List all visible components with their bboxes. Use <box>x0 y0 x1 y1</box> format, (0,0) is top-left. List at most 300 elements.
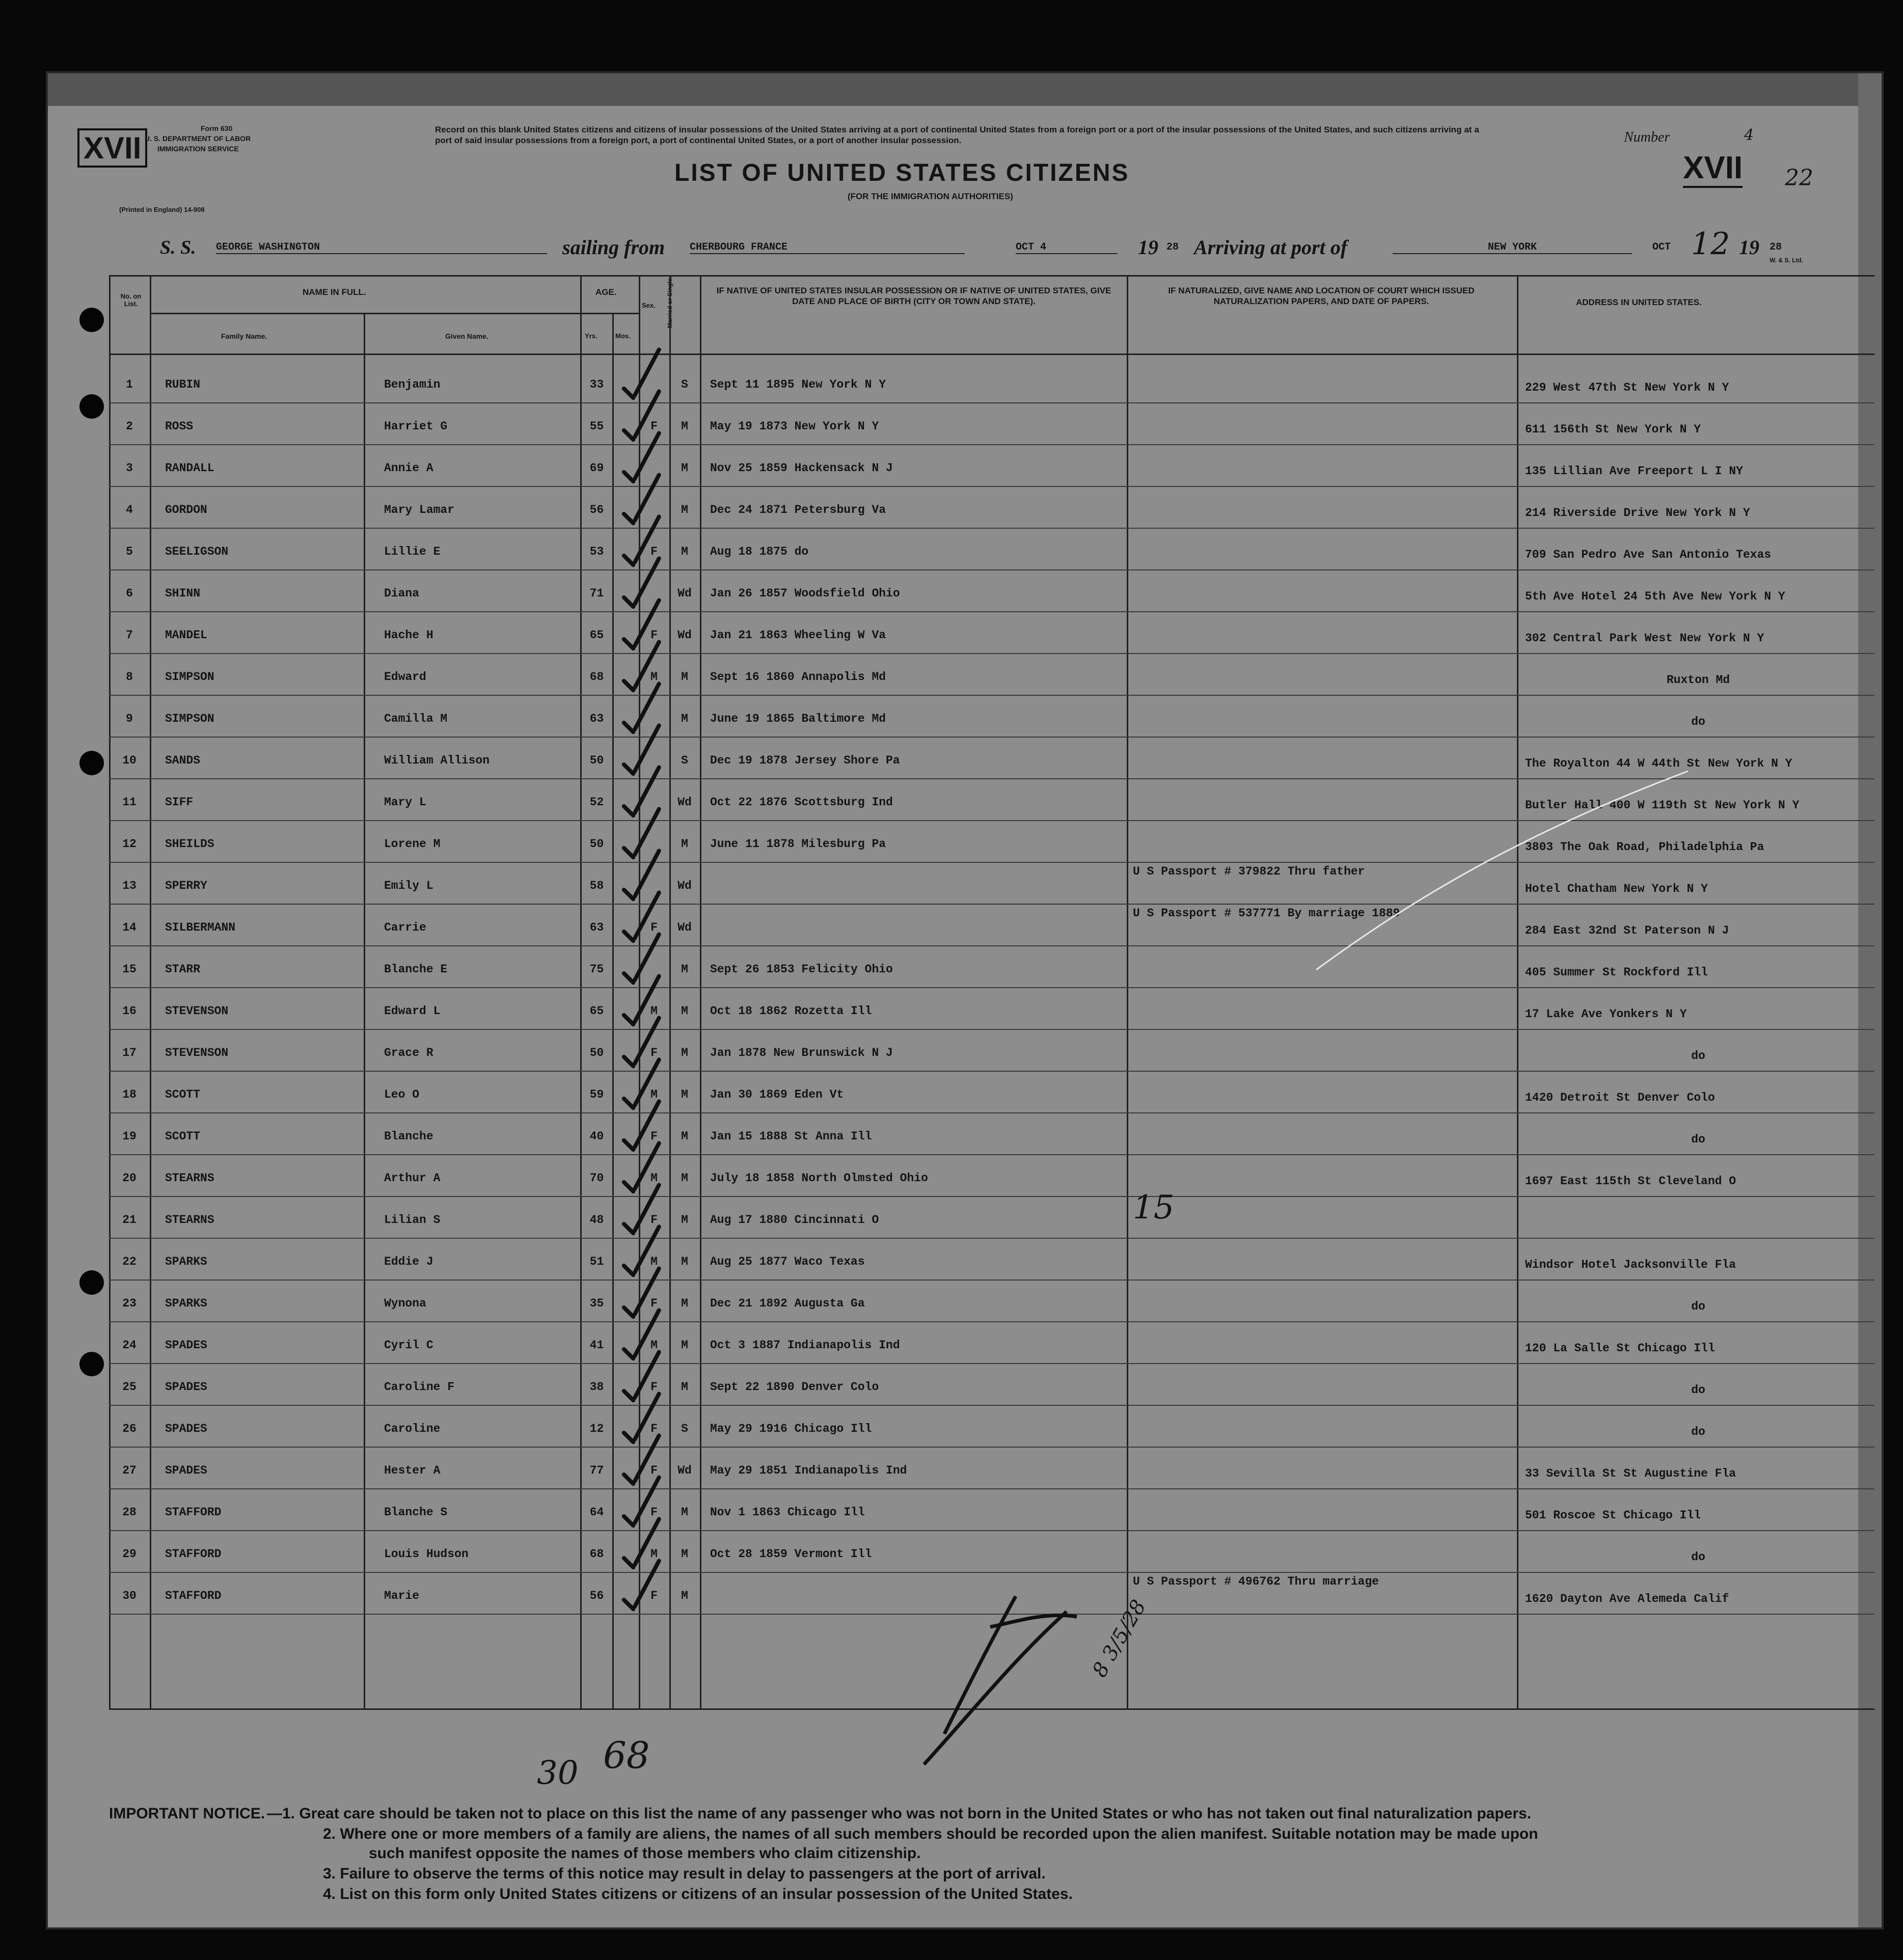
birth-info: Dec 24 1871 Petersburg Va <box>710 503 886 516</box>
roman-right: XVII <box>1683 150 1743 188</box>
row-number: 4 <box>126 503 133 516</box>
row-number: 16 <box>122 1004 137 1018</box>
sub-header-rule <box>150 313 639 314</box>
address: 17 Lake Ave Yonkers N Y <box>1525 1008 1687 1021</box>
age-years: 51 <box>589 1255 604 1268</box>
marital-status: M <box>681 837 688 851</box>
col-divider <box>639 275 640 1709</box>
age-years: 33 <box>589 378 604 391</box>
sex: F <box>650 1422 658 1435</box>
row-number: 18 <box>122 1088 137 1101</box>
col-address: ADDRESS IN UNITED STATES. <box>1576 297 1702 307</box>
given-name: Mary Lamar <box>384 503 455 516</box>
row-number: 12 <box>122 837 137 851</box>
marital-status: M <box>681 963 688 976</box>
binder-hole <box>79 394 104 419</box>
hand-note-30: 30 <box>537 1754 579 1792</box>
arrive-month: OCT <box>1652 241 1671 253</box>
age-years: 68 <box>589 670 604 684</box>
marital-status: M <box>681 712 688 725</box>
sail-date: OCT 4 <box>1016 241 1118 254</box>
address: 135 Lillian Ave Freeport L I NY <box>1525 465 1743 478</box>
birth-info: July 18 1858 North Olmsted Ohio <box>710 1172 928 1185</box>
notice-line-2: 2. Where one or more members of a family are aliens, the names of all such members should be recorded upon the alien manifest. Suitable notation may be made upon <box>323 1826 1538 1842</box>
notice-line-4: 4. List on this form only United States citizens or citizens of an insular possession of the United States. <box>323 1886 1073 1902</box>
marital-status: M <box>681 503 688 516</box>
age-years: 40 <box>589 1130 604 1143</box>
row-number: 5 <box>126 545 133 558</box>
sailing-label: sailing from <box>562 236 665 259</box>
age-years: 41 <box>589 1339 604 1352</box>
given-name: Cyril C <box>384 1339 433 1352</box>
sex: M <box>650 1004 658 1018</box>
marital-status: M <box>681 545 688 558</box>
marital-status: M <box>681 1255 688 1268</box>
address: 33 Sevilla St St Augustine Fla <box>1525 1467 1736 1480</box>
birth-info: June 19 1865 Baltimore Md <box>710 712 886 725</box>
row-number: 26 <box>122 1422 137 1435</box>
row-number: 3 <box>126 461 133 475</box>
marital-status: M <box>681 1130 688 1143</box>
age-years: 53 <box>589 545 604 558</box>
family-name: SPARKS <box>165 1255 207 1268</box>
binder-hole <box>79 1352 104 1376</box>
signature-mark <box>914 1581 1097 1775</box>
birth-info: Jan 21 1863 Wheeling W Va <box>710 629 886 642</box>
stray-scratch <box>1311 766 1698 980</box>
hand-initials: 8 3/5/28 <box>1088 1596 1151 1681</box>
given-name: Lilian S <box>384 1213 441 1227</box>
address: Butler Hall 400 W 119th St New York N Y <box>1525 799 1800 812</box>
birth-info: Dec 19 1878 Jersey Shore Pa <box>710 754 900 767</box>
sex: F <box>650 1046 658 1059</box>
col-divider <box>1517 275 1518 1709</box>
sex: F <box>650 921 658 934</box>
age-years: 75 <box>589 963 604 976</box>
family-name: SCOTT <box>165 1088 201 1101</box>
birth-info: Dec 21 1892 Augusta Ga <box>710 1297 865 1310</box>
given-name: William Allison <box>384 754 490 767</box>
marital-status: S <box>681 1422 688 1435</box>
notice-line-1: —1. Great care should be taken not to place on this list the name of any passenger who was not born in the United States or who has not taken out final naturalization papers. <box>267 1805 1532 1822</box>
address: 3803 The Oak Road, Philadelphia Pa <box>1525 840 1764 854</box>
given-name: Lorene M <box>384 837 441 851</box>
col-no: No. on List. <box>120 292 142 308</box>
sex: F <box>650 1213 658 1227</box>
marital-status: M <box>681 1506 688 1519</box>
row-rule <box>109 1238 1874 1239</box>
department: U. S. DEPARTMENT OF LABOR <box>145 134 251 143</box>
birth-info: Nov 25 1859 Hackensack N J <box>710 461 893 475</box>
number-label: Number <box>1624 129 1670 145</box>
row-rule <box>109 987 1874 988</box>
col-divider <box>109 275 111 1709</box>
marital-status: M <box>681 1589 688 1602</box>
row-number: 9 <box>126 712 133 725</box>
birth-info: Oct 3 1887 Indianapolis Ind <box>710 1339 900 1352</box>
given-name: Leo O <box>384 1088 420 1101</box>
age-years: 48 <box>589 1213 604 1227</box>
given-name: Annie A <box>384 461 433 475</box>
right-edge <box>1858 73 1882 1927</box>
row-rule <box>109 1029 1874 1030</box>
address: 1697 East 115th St Cleveland O <box>1525 1175 1736 1188</box>
col-given-name: Given Name. <box>445 332 488 340</box>
row-number: 30 <box>122 1589 137 1602</box>
given-name: Blanche E <box>384 963 448 976</box>
birth-info: Oct 28 1859 Vermont Ill <box>710 1547 872 1561</box>
col-married: Married or Single. <box>666 276 673 328</box>
address: Windsor Hotel Jacksonville Fla <box>1525 1258 1736 1271</box>
marital-status: Wd <box>677 587 692 600</box>
age-years: 63 <box>589 921 604 934</box>
naturalization-info: U S Passport # 537771 By marriage 1889 <box>1133 907 1400 920</box>
col-divider <box>150 275 151 1709</box>
row-rule <box>109 1572 1874 1573</box>
printed-note: (Printed in England) 14-908 <box>119 206 205 213</box>
sex: F <box>650 1380 658 1394</box>
family-name: ROSS <box>165 420 194 433</box>
address: 1420 Detroit St Denver Colo <box>1525 1091 1715 1104</box>
row-rule <box>109 653 1874 654</box>
given-name: Carrie <box>384 921 426 934</box>
address: do <box>1691 1049 1705 1063</box>
marital-status: Wd <box>677 1464 692 1477</box>
address: do <box>1691 715 1705 728</box>
manifest-sheet <box>46 71 1884 1929</box>
row-number: 13 <box>122 879 137 892</box>
row-number: 10 <box>122 754 137 767</box>
form-number: Form 630 <box>201 124 233 132</box>
row-rule <box>109 1154 1874 1155</box>
row-rule <box>109 402 1874 403</box>
given-name: Edward <box>384 670 426 684</box>
given-name: Hester A <box>384 1464 441 1477</box>
arrive-port: NEW YORK <box>1393 241 1632 254</box>
given-name: Eddie J <box>384 1255 433 1268</box>
age-years: 50 <box>589 837 604 851</box>
col-age: AGE. <box>595 287 617 297</box>
age-years: 68 <box>589 1547 604 1561</box>
row-rule <box>109 444 1874 445</box>
marital-status: Wd <box>677 629 692 642</box>
age-years: 77 <box>589 1464 604 1477</box>
row-rule <box>109 1488 1874 1489</box>
row-number: 1 <box>126 378 133 391</box>
family-name: SHEILDS <box>165 837 214 851</box>
row-rule <box>109 1196 1874 1197</box>
sex: F <box>650 1130 658 1143</box>
row-number: 22 <box>122 1255 137 1268</box>
age-years: 71 <box>589 587 604 600</box>
given-name: Blanche S <box>384 1506 448 1519</box>
address: do <box>1691 1550 1705 1564</box>
sex: F <box>650 1464 658 1477</box>
row-number: 8 <box>126 670 133 684</box>
binder-hole <box>79 308 104 332</box>
row-number: 20 <box>122 1172 137 1185</box>
birth-info: Jan 26 1857 Woodsfield Ohio <box>710 587 900 600</box>
row-rule <box>109 611 1874 612</box>
address: 405 Summer St Rockford Ill <box>1525 966 1708 979</box>
col-divider <box>700 275 701 1709</box>
marital-status: M <box>681 420 688 433</box>
family-name: GORDON <box>165 503 207 516</box>
row-rule <box>109 486 1874 487</box>
given-name: Camilla M <box>384 712 448 725</box>
row-number: 27 <box>122 1464 137 1477</box>
row-number: 2 <box>126 420 133 433</box>
arrive-day: 12 <box>1691 226 1730 262</box>
address: 5th Ave Hotel 24 5th Ave New York N Y <box>1525 590 1785 603</box>
sex: F <box>650 420 658 433</box>
age-years: 64 <box>589 1506 604 1519</box>
row-rule <box>109 528 1874 529</box>
row-number: 6 <box>126 587 133 600</box>
sex: F <box>650 1506 658 1519</box>
given-name: Emily L <box>384 879 433 892</box>
row-rule <box>109 1112 1874 1113</box>
sex: M <box>650 1547 658 1561</box>
table-top-rule <box>109 275 1874 277</box>
birth-info: Sept 16 1860 Annapolis Md <box>710 670 886 684</box>
family-name: STEARNS <box>165 1213 214 1227</box>
given-name: Mary L <box>384 796 426 809</box>
family-name: STARR <box>165 963 201 976</box>
number-value: 4 <box>1744 126 1754 144</box>
address: 229 West 47th St New York N Y <box>1525 381 1729 394</box>
naturalization-info: U S Passport # 379822 Thru father <box>1133 865 1365 878</box>
row-number: 21 <box>122 1213 137 1227</box>
age-years: 65 <box>589 629 604 642</box>
family-name: STAFFORD <box>165 1589 222 1602</box>
arrive-year-prefix: 19 <box>1739 236 1759 259</box>
given-name: Arthur A <box>384 1172 441 1185</box>
col-birth: IF NATIVE OF UNITED STATES INSULAR POSSESSION OR IF NATIVE OF UNITED STATES, GIVE DATE AND PLACE OF BIRTH (CITY OR TOWN AND STATE). <box>716 286 1111 306</box>
marital-status: Wd <box>677 921 692 934</box>
age-years: 50 <box>589 754 604 767</box>
marital-status: M <box>681 1004 688 1018</box>
marital-status: M <box>681 1088 688 1101</box>
birth-info: May 29 1851 Indianapolis Ind <box>710 1464 907 1477</box>
address: Hotel Chatham New York N Y <box>1525 882 1708 895</box>
family-name: STEVENSON <box>165 1004 229 1018</box>
birth-info: Oct 22 1876 Scottsburg Ind <box>710 796 893 809</box>
row-rule <box>109 569 1874 570</box>
given-name: Blanche <box>384 1130 433 1143</box>
col-yrs: Yrs. <box>585 332 597 340</box>
row-number: 29 <box>122 1547 137 1561</box>
family-name: RUBIN <box>165 378 201 391</box>
family-name: SANDS <box>165 754 201 767</box>
marital-status: M <box>681 461 688 475</box>
given-name: Harriet G <box>384 420 448 433</box>
address: do <box>1691 1425 1705 1438</box>
family-name: SPERRY <box>165 879 207 892</box>
row-rule <box>109 1405 1874 1406</box>
notice-line-3: 3. Failure to observe the terms of this notice may result in delay to passengers at the port of arrival. <box>323 1865 1046 1882</box>
family-name: SEELIGSON <box>165 545 229 558</box>
row-number: 15 <box>122 963 137 976</box>
marital-status: S <box>681 378 688 391</box>
service: IMMIGRATION SERVICE <box>157 145 239 153</box>
sail-year: 28 <box>1166 241 1179 253</box>
address: 1620 Dayton Ave Alemeda Calif <box>1525 1592 1729 1605</box>
row-number: 7 <box>126 629 133 642</box>
age-years: 63 <box>589 712 604 725</box>
age-years: 56 <box>589 503 604 516</box>
row-number: 19 <box>122 1130 137 1143</box>
family-name: SCOTT <box>165 1130 201 1143</box>
from-port: CHERBOURG FRANCE <box>690 241 965 254</box>
row-rule <box>109 1530 1874 1531</box>
naturalization-info: U S Passport # 496762 Thru marriage <box>1133 1575 1379 1588</box>
address: 611 156th St New York N Y <box>1525 423 1701 436</box>
row-number: 23 <box>122 1297 137 1310</box>
marital-status: M <box>681 1213 688 1227</box>
address: do <box>1691 1383 1705 1397</box>
family-name: SPADES <box>165 1339 207 1352</box>
address: 120 La Salle St Chicago Ill <box>1525 1342 1715 1355</box>
address: The Royalton 44 W 44th St New York N Y <box>1525 757 1792 770</box>
age-years: 38 <box>589 1380 604 1394</box>
corner-number: 22 <box>1785 165 1813 191</box>
address: 284 East 32nd St Paterson N J <box>1525 924 1729 937</box>
birth-info: Aug 25 1877 Waco Texas <box>710 1255 865 1268</box>
row-rule <box>109 1280 1874 1281</box>
family-name: SPADES <box>165 1380 207 1394</box>
age-years: 50 <box>589 1046 604 1059</box>
row-rule <box>109 1071 1874 1072</box>
given-name: Diana <box>384 587 420 600</box>
marital-status: M <box>681 670 688 684</box>
age-years: 58 <box>589 879 604 892</box>
birth-info: Sept 22 1890 Denver Colo <box>710 1380 879 1394</box>
age-years: 69 <box>589 461 604 475</box>
sex: M <box>650 1255 658 1268</box>
family-name: SPARKS <box>165 1297 207 1310</box>
family-name: STAFFORD <box>165 1547 222 1561</box>
row-rule <box>109 695 1874 696</box>
birth-info: Jan 1878 New Brunswick N J <box>710 1046 893 1059</box>
marital-status: M <box>681 1046 688 1059</box>
row-number: 17 <box>122 1046 137 1059</box>
family-name: STAFFORD <box>165 1506 222 1519</box>
roman-left: XVII <box>77 128 147 168</box>
given-name: Lillie E <box>384 545 441 558</box>
header-bottom-rule <box>109 353 1874 355</box>
top-edge <box>48 73 1882 106</box>
sail-year-prefix: 19 <box>1138 236 1158 259</box>
marital-status: M <box>681 1172 688 1185</box>
row-rule <box>109 1321 1874 1322</box>
birth-info: Oct 18 1862 Rozetta Ill <box>710 1004 872 1018</box>
family-name: RANDALL <box>165 461 214 475</box>
address: 214 Riverside Drive New York N Y <box>1525 506 1750 520</box>
family-name: SPADES <box>165 1464 207 1477</box>
address: 501 Roscoe St Chicago Ill <box>1525 1509 1701 1522</box>
record-instructions: Record on this blank United States citizens and citizens of insular possessions of the United States arriving at a port of continental United States from a foreign port or a port of the insular possessions of the United States, and such citizens arriving at a port of said insular possessions from a foreign port, a port of continental United States, or a port of another insular possession. <box>435 125 1479 145</box>
row-number: 28 <box>122 1506 137 1519</box>
birth-info: Sept 26 1853 Felicity Ohio <box>710 963 893 976</box>
family-name: STEARNS <box>165 1172 214 1185</box>
family-name: SIMPSON <box>165 670 214 684</box>
marital-status: Wd <box>677 879 692 892</box>
age-years: 12 <box>589 1422 604 1435</box>
col-divider <box>612 313 614 1709</box>
birth-info: Sept 11 1895 New York N Y <box>710 378 886 391</box>
col-naturalized: IF NATURALIZED, GIVE NAME AND LOCATION OF COURT WHICH ISSUED NATURALIZATION PAPERS, AND DATE OF PAPERS. <box>1168 286 1475 306</box>
row-number: 14 <box>122 921 137 934</box>
col-family-name: Family Name. <box>221 332 267 340</box>
ship-name: GEORGE WASHINGTON <box>216 241 547 254</box>
arriving-label: Arriving at port of <box>1194 236 1348 259</box>
hand-note-15: 15 <box>1133 1189 1175 1227</box>
col-divider <box>364 313 365 1709</box>
address: do <box>1691 1300 1705 1313</box>
age-years: 56 <box>589 1589 604 1602</box>
binder-hole <box>79 751 104 775</box>
birth-info: Nov 1 1863 Chicago Ill <box>710 1506 865 1519</box>
sex: M <box>650 1088 658 1101</box>
col-name-in-full: NAME IN FULL. <box>303 287 366 297</box>
address: 302 Central Park West New York N Y <box>1525 632 1764 645</box>
birth-info: Aug 17 1880 Cincinnati O <box>710 1213 879 1227</box>
arrive-year: 28 <box>1770 241 1782 253</box>
age-years: 59 <box>589 1088 604 1101</box>
address: Ruxton Md <box>1666 673 1730 687</box>
notice-title: IMPORTANT NOTICE. <box>109 1805 265 1822</box>
address: 709 San Pedro Ave San Antonio Texas <box>1525 548 1772 561</box>
marital-status: S <box>681 754 688 767</box>
family-name: SILBERMANN <box>165 921 236 934</box>
birth-info: Aug 18 1875 do <box>710 545 809 558</box>
sex: F <box>650 629 658 642</box>
birth-info: May 19 1873 New York N Y <box>710 420 879 433</box>
family-name: MANDEL <box>165 629 207 642</box>
col-sex: Sex. <box>642 302 656 309</box>
age-years: 35 <box>589 1297 604 1310</box>
given-name: Benjamin <box>384 378 441 391</box>
row-rule <box>109 1447 1874 1448</box>
row-number: 24 <box>122 1339 137 1352</box>
col-divider <box>669 275 671 1709</box>
family-name: SIMPSON <box>165 712 214 725</box>
col-divider <box>580 275 582 1709</box>
given-name: Caroline <box>384 1422 441 1435</box>
family-name: SIFF <box>165 796 194 809</box>
marital-status: M <box>681 1339 688 1352</box>
binder-hole <box>79 1270 104 1295</box>
page-title: LIST OF UNITED STATES CITIZENS <box>674 159 1130 186</box>
row-number: 11 <box>122 796 137 809</box>
marital-status: M <box>681 1380 688 1394</box>
row-rule <box>109 1363 1874 1364</box>
col-divider <box>1127 275 1128 1709</box>
sex: F <box>650 1297 658 1310</box>
sex: M <box>650 670 658 684</box>
given-name: Wynona <box>384 1297 426 1310</box>
given-name: Edward L <box>384 1004 441 1018</box>
given-name: Marie <box>384 1589 420 1602</box>
row-rule <box>109 737 1874 738</box>
given-name: Louis Hudson <box>384 1547 469 1561</box>
family-name: STEVENSON <box>165 1046 229 1059</box>
marital-status: Wd <box>677 796 692 809</box>
address: do <box>1691 1133 1705 1146</box>
birth-info: Jan 30 1869 Eden Vt <box>710 1088 844 1101</box>
birth-info: May 29 1916 Chicago Ill <box>710 1422 872 1435</box>
